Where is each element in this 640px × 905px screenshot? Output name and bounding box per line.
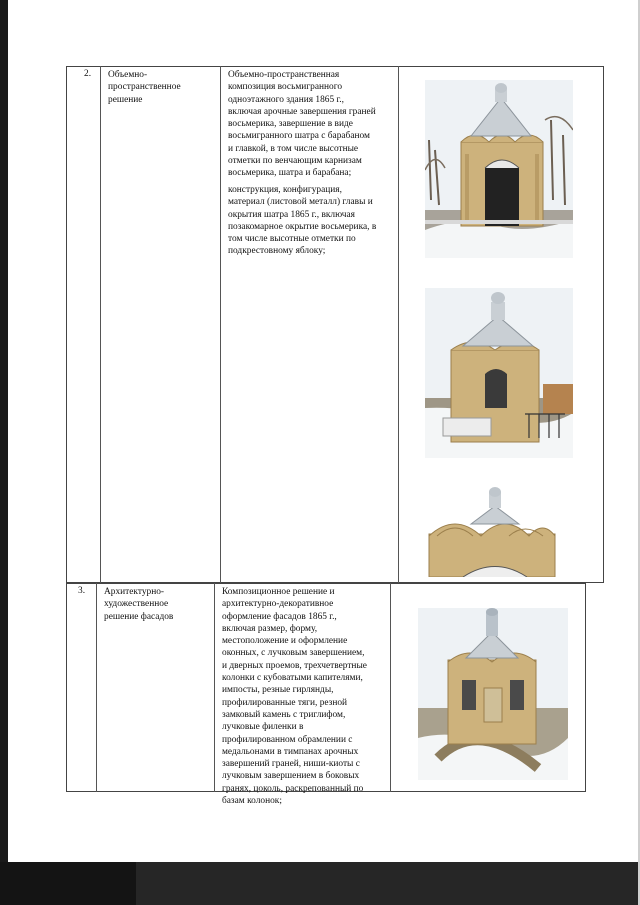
chapel-photo-wide-angle: [418, 608, 568, 780]
row-title: Объемно- пространственное решение: [108, 70, 181, 105]
chapel-photo-front: [425, 80, 573, 258]
row-description-part-1: Объемно-пространственная композиция восьмигранного одноэтажного здания 1865 г., включая арочные завершения граней восьмерика, завершение в виде восьмигранного шатра с барабаном и главкой, в том числе высотные отметки по венчающим карнизам восьмерика, шатра и барабана;: [228, 70, 376, 179]
scan-border-bottom-dark: [0, 862, 136, 905]
row-title: Архитектурно- художественное решение фасадов: [104, 587, 174, 622]
chapel-photo-top-detail: [425, 486, 559, 577]
row-description-part-2: конструкция, конфигурация, материал (листовой металл) главы и окрытия шатра 1865 г., включая позакомарное окрытие восьмерика, в том числе высотные отметки по подкрестовному яблоку;: [228, 185, 377, 257]
chapel-photo-side: [425, 288, 573, 458]
row-number: 3.: [78, 586, 86, 596]
scan-border-left: [0, 0, 8, 862]
row-number: 2.: [84, 69, 92, 79]
row-description: Композиционное решение и архитектурно-декоративное оформление фасадов 1865 г., включая размер, форму, местоположение и оформление оконных, с лучковым завершением, и дверных проемов, трехчетвертные колонки с кубоватыми капителями, импосты, резные гирлянды, профилированные тяги, резной замковый камень с триглифом, лучковые филенки в профилированном обрамлении с медальонами в тимпанах арочных завершений граней, ниши-киоты с лучковым завершением в боковых гранях, цоколь, раскрепованный по базам колонок;: [222, 587, 367, 807]
